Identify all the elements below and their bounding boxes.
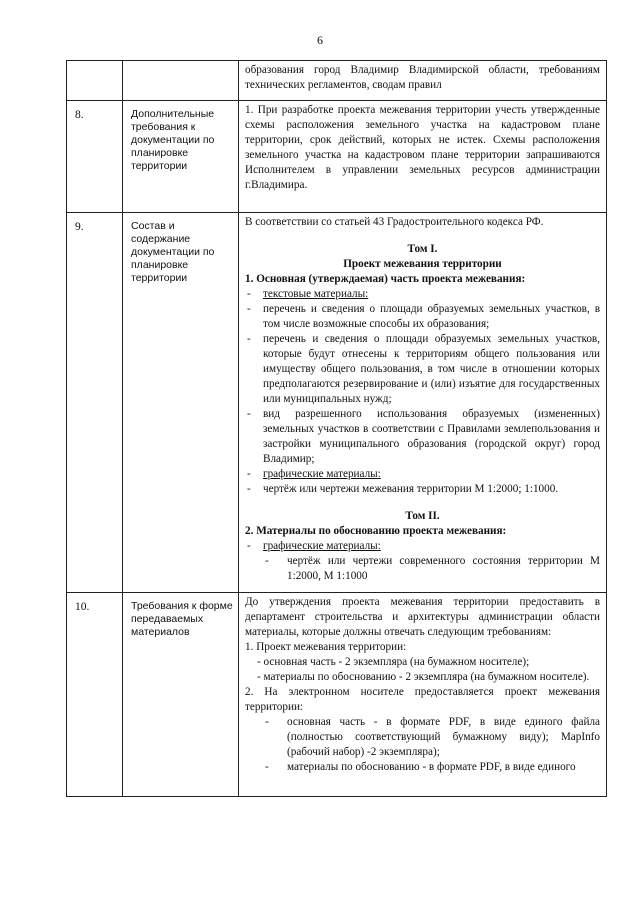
requirements-table xyxy=(66,60,607,797)
tom2-title: Том II. xyxy=(405,510,440,522)
composition-intro: В соответствии со статьей 43 Градостроительного кодекса РФ. xyxy=(245,216,544,228)
row-heading-cell xyxy=(123,61,239,101)
list-item: - чертёж или чертежи межевания территории М 1:2000; 1:1000. xyxy=(245,482,600,497)
row-content-cell xyxy=(239,101,607,213)
form-point-2: 2. На электронном носителе предоставляется проект межевания территории: xyxy=(245,686,600,713)
list-item: - основная часть - 2 экземпляра (на бумажном носителе); xyxy=(245,655,600,670)
tom1-subtitle: Проект межевания территории xyxy=(343,258,502,270)
row-number: 10. xyxy=(67,593,123,797)
graphic-materials-label: графические материалы: xyxy=(263,468,381,480)
row-content-cell xyxy=(239,61,607,101)
continuation-text: образования город Владимир Владимирской области, требованиям технических регламентов, сводам правил xyxy=(245,64,600,91)
row-number-cell xyxy=(67,61,123,101)
list-item: - вид разрешенного использования образуемых (измененных) земельных участков в соответствии с Правилами землепользования и застройки муниципального образования (городской округ) город Владимир; xyxy=(245,407,600,467)
row-content-cell xyxy=(239,213,607,593)
text-materials-label: текстовые материалы: xyxy=(263,288,369,300)
additional-requirements-text: 1. При разработке проекта межевания территории учесть утвержденные схемы расположения земельного участка на кадастровом плане территории, срок действий, которых не истек. Схемы расположения земельного участка на кадастровом плане территории запрашиваются Исполнителем в управлении земельных ресурсов администрации г.Владимира. xyxy=(245,104,600,191)
table-row xyxy=(67,213,607,593)
row-heading: Состав и содержание документации по планировке территории xyxy=(123,213,239,593)
list-item: - чертёж или чертежи современного состояния территории М 1:2000, М 1:1000 xyxy=(245,554,600,584)
list-item: - перечень и сведения о площади образуемых земельных участков, которые будут отнесены к территориям общего пользования или имуществу общего пользования, в том числе в отношении которых предполагаются резервирование и (или) изъятие для государственных или муниципальных нужд; xyxy=(245,332,600,407)
list-item: - перечень и сведения о площади образуемых земельных участков, в том числе возможные способы их образования; xyxy=(245,302,600,332)
tom1-title: Том I. xyxy=(407,243,438,255)
form-point-1: 1. Проект межевания территории: xyxy=(245,641,407,653)
row-content-cell xyxy=(239,593,607,797)
part2-heading: 2. Материалы по обоснованию проекта межевания: xyxy=(245,525,507,537)
row-heading: Дополнительные требования к документации по планировке территории xyxy=(123,101,239,213)
list-item: - основная часть - в формате PDF, в виде единого файла (полностью соответствующий бумажному виду); MapInfo (рабочий набор) -2 экземпляра); xyxy=(245,715,600,760)
page-number: 6 xyxy=(317,33,323,47)
row-heading: Требования к форме передаваемых материалов xyxy=(123,593,239,797)
list-item xyxy=(245,287,600,302)
part1-heading: 1. Основная (утверждаемая) часть проекта межевания: xyxy=(245,273,526,285)
graphic-materials-label: графические материалы: xyxy=(263,540,381,552)
row-number: 9. xyxy=(67,213,123,593)
form-intro: До утверждения проекта межевания территории предоставить в департамент строительства и архитектуры администрации области материалы, которые должны отвечать следующим требованиям: xyxy=(245,596,600,638)
list-item xyxy=(245,539,600,554)
list-item: - материалы по обоснованию - в формате PDF, в виде единого xyxy=(245,760,600,775)
table-row xyxy=(67,101,607,213)
table-row xyxy=(67,593,607,797)
list-item: - материалы по обоснованию - 2 экземпляра (на бумажном носителе). xyxy=(245,670,600,685)
table-row xyxy=(67,61,607,101)
list-item xyxy=(245,467,600,482)
row-number: 8. xyxy=(67,101,123,213)
